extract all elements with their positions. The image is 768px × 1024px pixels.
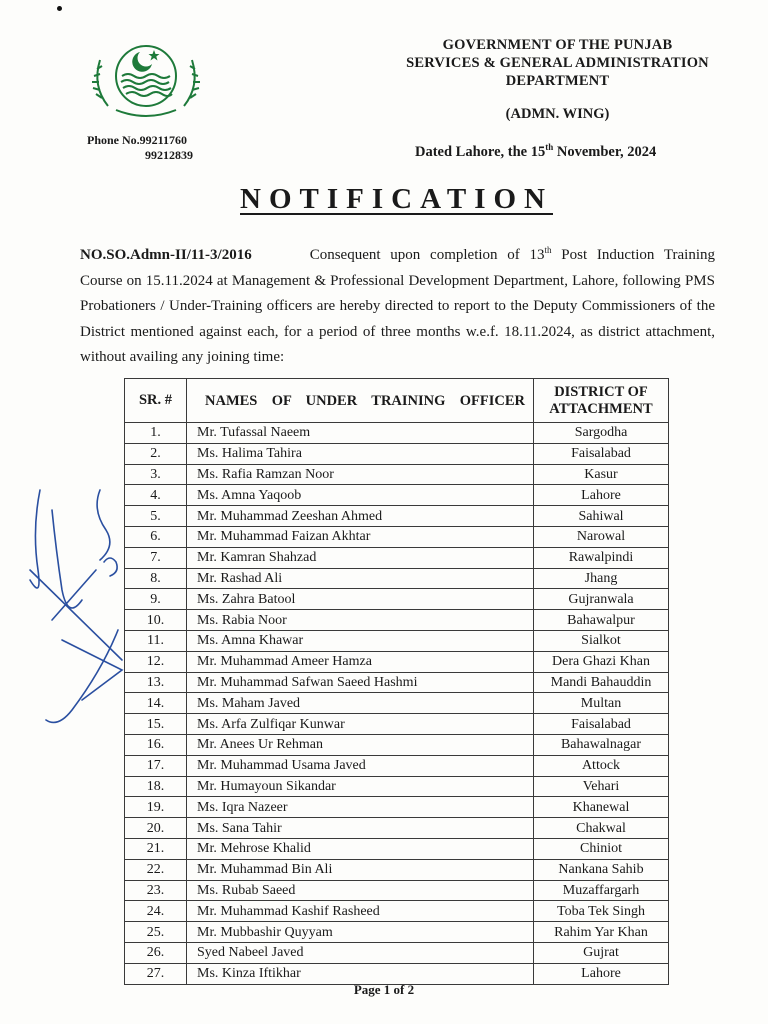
row-sr-cell: 4. <box>125 485 187 506</box>
header-name: NAMES OF UNDER TRAINING OFFICER <box>187 379 534 423</box>
table-row <box>125 797 669 818</box>
phone-number-second: 99212839 <box>145 148 193 162</box>
header-line-3: DEPARTMENT <box>505 73 610 89</box>
row-sr-cell: 15. <box>125 714 187 735</box>
department-header <box>365 36 750 90</box>
table-row <box>125 672 669 693</box>
row-sr-cell: 7. <box>125 547 187 568</box>
row-name-cell: Ms. Arfa Zulfiqar Kunwar <box>187 714 534 735</box>
attachment-table <box>124 378 669 985</box>
table-row <box>125 880 669 901</box>
header-sr: SR. # <box>125 379 187 423</box>
row-name-cell: Mr. Rashad Ali <box>187 568 534 589</box>
notification-title: NOTIFICATION <box>240 183 553 215</box>
row-district-cell: Faisalabad <box>534 443 669 464</box>
row-name-cell: Mr. Muhammad Safwan Saeed Hashmi <box>187 672 534 693</box>
row-sr-cell: 12. <box>125 651 187 672</box>
reference-number: NO.SO.Admn-II/11-3/2016 <box>80 247 252 263</box>
row-sr-cell: 26. <box>125 942 187 963</box>
row-sr-cell: 16. <box>125 734 187 755</box>
table-row <box>125 423 669 444</box>
table-row <box>125 443 669 464</box>
row-name-cell: Mr. Humayoun Sikandar <box>187 776 534 797</box>
row-sr-cell: 21. <box>125 838 187 859</box>
row-name-cell: Mr. Kamran Shahzad <box>187 547 534 568</box>
header-district: DISTRICT OF ATTACHMENT <box>534 379 669 423</box>
row-district-cell: Lahore <box>534 963 669 984</box>
row-district-cell: Khanewal <box>534 797 669 818</box>
table-row <box>125 818 669 839</box>
row-district-cell: Jhang <box>534 568 669 589</box>
row-name-cell: Mr. Muhammad Bin Ali <box>187 859 534 880</box>
row-district-cell: Bahawalpur <box>534 610 669 631</box>
row-name-cell: Ms. Rubab Saeed <box>187 880 534 901</box>
row-name-cell: Mr. Mehrose Khalid <box>187 838 534 859</box>
government-of-punjab-emblem-icon <box>88 36 204 120</box>
row-name-cell: Mr. Tufassal Naeem <box>187 423 534 444</box>
dated-rest: November, 2024 <box>553 143 657 160</box>
table-row <box>125 610 669 631</box>
table-row <box>125 568 669 589</box>
dated-prefix: Dated Lahore, the 15 <box>415 143 546 160</box>
table-row <box>125 693 669 714</box>
table-row <box>125 526 669 547</box>
row-name-cell: Mr. Mubbashir Quyyam <box>187 922 534 943</box>
table-row <box>125 963 669 984</box>
wing-label: (ADMN. WING) <box>505 106 610 122</box>
row-name-cell: Ms. Maham Javed <box>187 693 534 714</box>
body-ordinal: th <box>544 245 552 255</box>
row-sr-cell: 19. <box>125 797 187 818</box>
row-name-cell: Mr. Anees Ur Rehman <box>187 734 534 755</box>
table-row <box>125 901 669 922</box>
row-sr-cell: 11. <box>125 630 187 651</box>
row-district-cell: Chakwal <box>534 818 669 839</box>
row-sr-cell: 25. <box>125 922 187 943</box>
table-row <box>125 630 669 651</box>
row-district-cell: Chiniot <box>534 838 669 859</box>
row-sr-cell: 8. <box>125 568 187 589</box>
row-name-cell: Syed Nabeel Javed <box>187 942 534 963</box>
table-row <box>125 547 669 568</box>
row-name-cell: Mr. Muhammad Zeeshan Ahmed <box>187 506 534 527</box>
row-district-cell: Kasur <box>534 464 669 485</box>
row-district-cell: Faisalabad <box>534 714 669 735</box>
row-district-cell: Gujrat <box>534 942 669 963</box>
page-number: Page 1 of 2 <box>353 982 415 997</box>
dated-ordinal: th <box>545 142 554 152</box>
row-sr-cell: 3. <box>125 464 187 485</box>
row-district-cell: Narowal <box>534 526 669 547</box>
row-sr-cell: 2. <box>125 443 187 464</box>
row-sr-cell: 1. <box>125 423 187 444</box>
table-row <box>125 651 669 672</box>
row-name-cell: Mr. Muhammad Ameer Hamza <box>187 651 534 672</box>
table-row <box>125 464 669 485</box>
row-name-cell: Ms. Sana Tahir <box>187 818 534 839</box>
row-name-cell: Ms. Halima Tahira <box>187 443 534 464</box>
header-line-2: SERVICES & GENERAL ADMINISTRATION <box>406 55 709 71</box>
row-name-cell: Ms. Amna Khawar <box>187 630 534 651</box>
table-body <box>125 423 669 985</box>
table-row <box>125 922 669 943</box>
row-district-cell: Gujranwala <box>534 589 669 610</box>
table-row <box>125 714 669 735</box>
row-name-cell: Ms. Rabia Noor <box>187 610 534 631</box>
row-sr-cell: 23. <box>125 880 187 901</box>
row-sr-cell: 24. <box>125 901 187 922</box>
table-row <box>125 776 669 797</box>
notification-body <box>80 238 715 371</box>
row-district-cell: Toba Tek Singh <box>534 901 669 922</box>
table-row <box>125 734 669 755</box>
row-district-cell: Mandi Bahauddin <box>534 672 669 693</box>
row-district-cell: Dera Ghazi Khan <box>534 651 669 672</box>
header-line-1: GOVERNMENT OF THE PUNJAB <box>442 37 673 53</box>
row-sr-cell: 5. <box>125 506 187 527</box>
row-district-cell: Rawalpindi <box>534 547 669 568</box>
row-sr-cell: 10. <box>125 610 187 631</box>
row-sr-cell: 9. <box>125 589 187 610</box>
handwritten-signature-icon <box>22 470 132 730</box>
row-sr-cell: 6. <box>125 526 187 547</box>
table-row <box>125 838 669 859</box>
table-header-row <box>125 379 669 423</box>
row-sr-cell: 18. <box>125 776 187 797</box>
table-row <box>125 506 669 527</box>
row-sr-cell: 22. <box>125 859 187 880</box>
row-name-cell: Ms. Amna Yaqoob <box>187 485 534 506</box>
row-sr-cell: 27. <box>125 963 187 984</box>
row-district-cell: Rahim Yar Khan <box>534 922 669 943</box>
row-sr-cell: 20. <box>125 818 187 839</box>
table-row <box>125 485 669 506</box>
row-district-cell: Nankana Sahib <box>534 859 669 880</box>
row-name-cell: Ms. Kinza Iftikhar <box>187 963 534 984</box>
row-district-cell: Attock <box>534 755 669 776</box>
body-text-2: Post Induction Training Course on 15.11.2024 at Management & Professional Development Department, Lahore, following PMS Probationers / Under-Training officers are hereby directed to report to the Deputy Commissioners of the District mentioned against each, for a period of three months w.e.f. 18.11.2024, as district attachment, without availing any joining time: <box>80 247 715 365</box>
row-name-cell: Mr. Muhammad Faizan Akhtar <box>187 526 534 547</box>
punch-mark <box>57 6 62 11</box>
row-district-cell: Sahiwal <box>534 506 669 527</box>
row-district-cell: Multan <box>534 693 669 714</box>
body-text-1: Consequent upon completion of 13 <box>309 247 545 263</box>
row-name-cell: Ms. Rafia Ramzan Noor <box>187 464 534 485</box>
row-name-cell: Ms. Zahra Batool <box>187 589 534 610</box>
table-row <box>125 859 669 880</box>
phone-number-label: Phone No.99211760 <box>87 133 188 147</box>
row-name-cell: Mr. Muhammad Kashif Rasheed <box>187 901 534 922</box>
table-row <box>125 589 669 610</box>
row-district-cell: Lahore <box>534 485 669 506</box>
row-district-cell: Sialkot <box>534 630 669 651</box>
row-name-cell: Ms. Iqra Nazeer <box>187 797 534 818</box>
table-row <box>125 942 669 963</box>
row-district-cell: Muzaffargarh <box>534 880 669 901</box>
row-sr-cell: 14. <box>125 693 187 714</box>
row-sr-cell: 13. <box>125 672 187 693</box>
dated-line <box>415 142 656 161</box>
row-district-cell: Vehari <box>534 776 669 797</box>
row-name-cell: Mr. Muhammad Usama Javed <box>187 755 534 776</box>
row-sr-cell: 17. <box>125 755 187 776</box>
row-district-cell: Sargodha <box>534 423 669 444</box>
table-row <box>125 755 669 776</box>
row-district-cell: Bahawalnagar <box>534 734 669 755</box>
